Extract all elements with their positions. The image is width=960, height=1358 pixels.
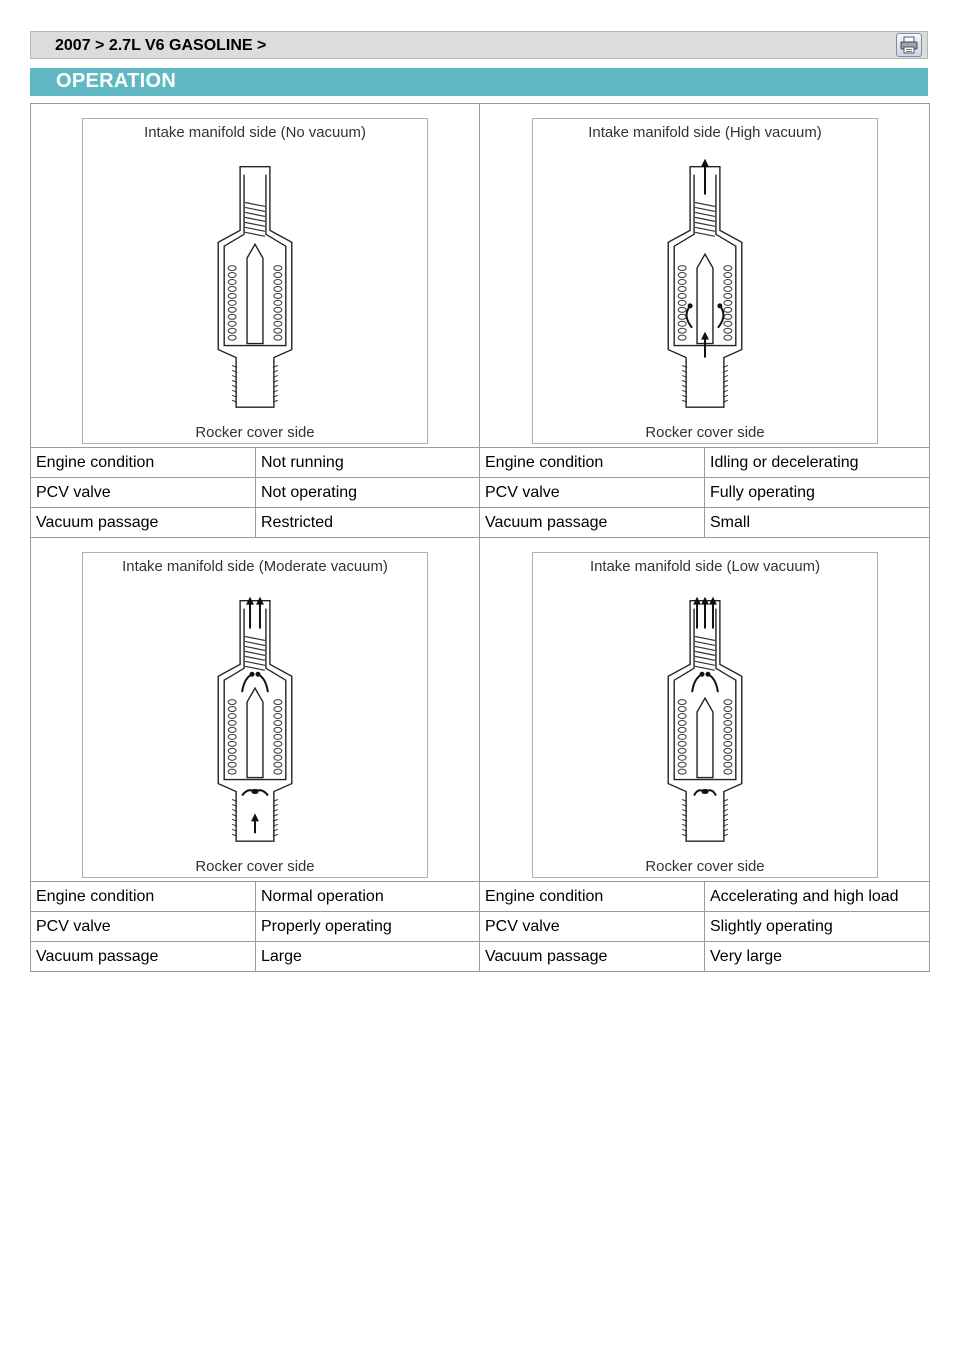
- pcv-valve-body: [218, 166, 292, 407]
- figure-bottom-label: Rocker cover side: [195, 858, 315, 875]
- table-row: [31, 942, 930, 972]
- pcv-valve-diagram-moderate-vacuum: [82, 552, 428, 878]
- printer-icon: [900, 36, 918, 54]
- table-cell: Engine condition: [480, 448, 705, 478]
- table-cell: Vacuum passage: [31, 508, 256, 538]
- figure-bottom-label: Rocker cover side: [195, 424, 315, 441]
- figure-cell-high-vacuum: [480, 104, 930, 448]
- table-cell: Vacuum passage: [480, 942, 705, 972]
- pcv-valve-diagram-high-vacuum: [532, 118, 878, 444]
- figure-bottom-label: Rocker cover side: [644, 424, 765, 441]
- figure-top-label: Intake manifold side (High vacuum): [587, 124, 822, 141]
- table-cell: Large: [256, 942, 480, 972]
- table-cell: Engine condition: [31, 448, 256, 478]
- figure-top-label: Intake manifold side (No vacuum): [144, 124, 366, 141]
- airflow-arrows: [686, 158, 723, 357]
- table-cell: Not running: [256, 448, 480, 478]
- table-cell: Slightly operating: [705, 912, 930, 942]
- figure-top-label: Intake manifold side (Moderate vacuum): [122, 558, 388, 575]
- table-cell: PCV valve: [480, 478, 705, 508]
- pcv-valve-body: [218, 600, 292, 841]
- print-button[interactable]: [896, 33, 922, 57]
- pcv-valve-diagram-low-vacuum: [532, 552, 878, 878]
- table-cell: Accelerating and high load: [705, 882, 930, 912]
- table-cell: Restricted: [256, 508, 480, 538]
- table-cell: Small: [705, 508, 930, 538]
- table-cell: Vacuum passage: [31, 942, 256, 972]
- pcv-operation-table: [30, 103, 930, 972]
- pcv-valve-diagram-no-vacuum: [82, 118, 428, 444]
- airflow-arrows: [242, 596, 268, 833]
- table-row: [31, 448, 930, 478]
- figure-cell-moderate-vacuum: [31, 538, 480, 882]
- figure-cell-no-vacuum: [31, 104, 480, 448]
- breadcrumb: [30, 31, 928, 59]
- table-row: [31, 882, 930, 912]
- table-cell: PCV valve: [480, 912, 705, 942]
- figure-top-label: Intake manifold side (Low vacuum): [589, 558, 820, 575]
- table-cell: Normal operation: [256, 882, 480, 912]
- table-cell: PCV valve: [31, 912, 256, 942]
- table-cell: Properly operating: [256, 912, 480, 942]
- airflow-arrows: [692, 596, 718, 795]
- table-cell: Idling or decelerating: [705, 448, 930, 478]
- table-cell: Engine condition: [480, 882, 705, 912]
- table-cell: Fully operating: [705, 478, 930, 508]
- figure-cell-low-vacuum: [480, 538, 930, 882]
- section-title: OPERATION: [56, 70, 177, 92]
- pcv-valve-body: [668, 600, 742, 841]
- table-row: [31, 912, 930, 942]
- table-cell: Vacuum passage: [480, 508, 705, 538]
- table-cell: Not operating: [256, 478, 480, 508]
- breadcrumb-text: 2007 > 2.7L V6 GASOLINE >: [55, 37, 267, 54]
- section-header: [30, 68, 928, 96]
- figure-bottom-label: Rocker cover side: [644, 858, 765, 875]
- pcv-valve-body: [668, 166, 742, 407]
- table-row: [31, 508, 930, 538]
- table-cell: PCV valve: [31, 478, 256, 508]
- table-cell: Very large: [705, 942, 930, 972]
- table-row: [31, 478, 930, 508]
- table-cell: Engine condition: [31, 882, 256, 912]
